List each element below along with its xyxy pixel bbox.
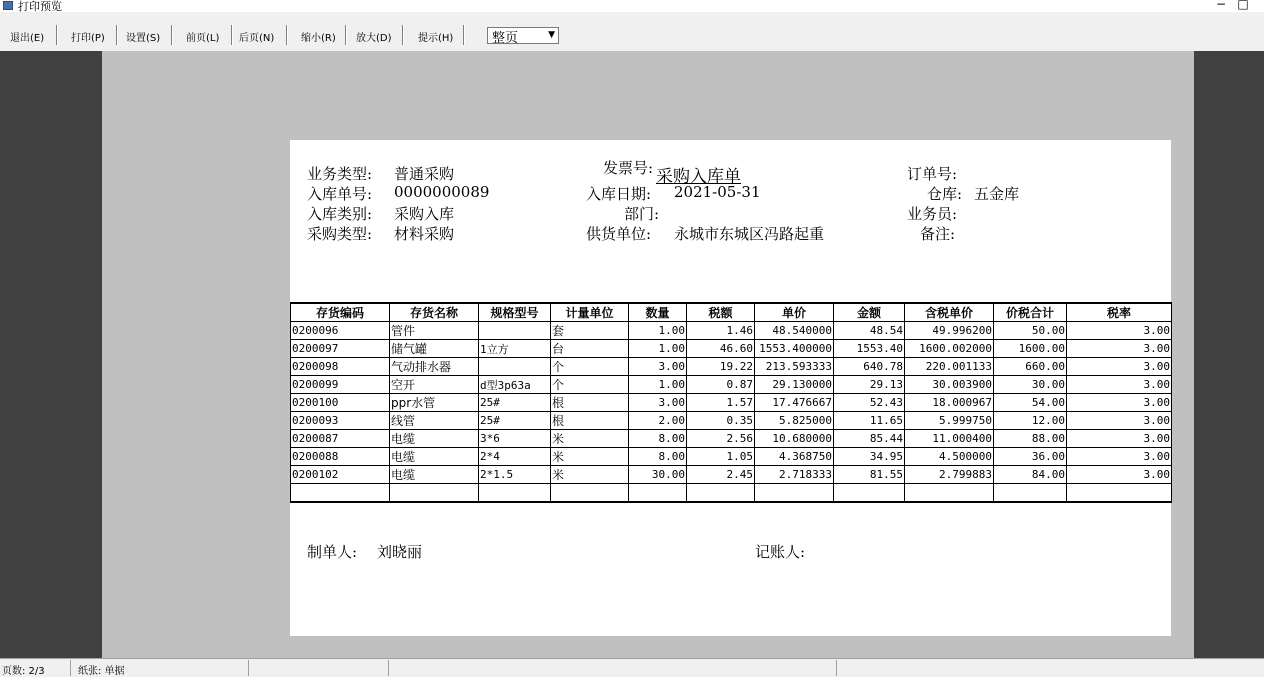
table-cell: 米 <box>551 466 629 484</box>
table-cell: 储气罐 <box>390 340 479 358</box>
toolbar-separator <box>345 25 347 45</box>
table-cell: 48.54 <box>834 322 905 340</box>
table-cell: 2*1.5 <box>479 466 551 484</box>
table-cell: 48.540000 <box>755 322 834 340</box>
document-title: 采购入库单 <box>656 167 741 187</box>
table-cell <box>1067 484 1172 503</box>
table-row <box>291 340 1172 358</box>
table-cell: 2.56 <box>687 430 755 448</box>
table-cell: 36.00 <box>994 448 1067 466</box>
purchase-type-label: 采购类型: <box>307 225 373 243</box>
table-cell: 0200100 <box>291 394 390 412</box>
table-cell: 30.003900 <box>905 376 994 394</box>
status-separator <box>836 660 837 676</box>
table-row <box>291 412 1172 430</box>
table-cell: 1553.40 <box>834 340 905 358</box>
table-cell: 0200102 <box>291 466 390 484</box>
window-title: 打印预览 <box>18 0 62 13</box>
table-cell: 1.00 <box>629 322 687 340</box>
biz-type-value: 普通采购 <box>394 165 455 183</box>
table-row <box>291 448 1172 466</box>
order-label: 订单号: <box>907 165 958 183</box>
table-cell: 电缆 <box>390 448 479 466</box>
table-row-empty <box>291 484 1172 503</box>
toolbar-separator <box>286 25 288 45</box>
table-cell <box>390 484 479 503</box>
table-cell: 2.718333 <box>755 466 834 484</box>
table-cell: 34.95 <box>834 448 905 466</box>
maximize-button[interactable]: □ <box>1237 0 1249 11</box>
table-cell: 3.00 <box>1067 322 1172 340</box>
page-count: 页数: 2/3 <box>2 666 45 677</box>
table-cell: 2*4 <box>479 448 551 466</box>
table-cell: 根 <box>551 412 629 430</box>
table-cell: 11.000400 <box>905 430 994 448</box>
table-cell: 1553.400000 <box>755 340 834 358</box>
preview-margin-right <box>1194 51 1264 658</box>
table-cell: 4.368750 <box>755 448 834 466</box>
table-cell <box>479 322 551 340</box>
table-cell: 8.00 <box>629 430 687 448</box>
table-cell: 0200096 <box>291 322 390 340</box>
toolbar-separator <box>463 25 465 45</box>
toolbar-separator <box>116 25 118 45</box>
table-cell: 46.60 <box>687 340 755 358</box>
status-separator <box>70 660 71 676</box>
clerk-label: 业务员: <box>907 205 958 223</box>
table-cell: 0200098 <box>291 358 390 376</box>
next-page-button[interactable]: 后页(N) <box>239 33 275 44</box>
warehouse-label: 仓库: <box>927 185 963 203</box>
table-cell: 1.05 <box>687 448 755 466</box>
minimize-button[interactable]: − <box>1215 0 1227 11</box>
table-row <box>291 394 1172 412</box>
table-cell: 3.00 <box>1067 466 1172 484</box>
table-cell: 3.00 <box>1067 358 1172 376</box>
biz-type-label: 业务类型: <box>307 165 373 183</box>
column-header: 含税单价 <box>905 303 994 322</box>
receipt-no-label: 入库单号: <box>307 185 373 203</box>
table-cell: 3.00 <box>1067 412 1172 430</box>
toolbar-separator <box>231 25 233 45</box>
table-cell: 0.87 <box>687 376 755 394</box>
table-cell: 套 <box>551 322 629 340</box>
warehouse-value: 五金库 <box>974 185 1020 203</box>
table-row <box>291 430 1172 448</box>
table-cell <box>687 484 755 503</box>
table-cell <box>905 484 994 503</box>
column-header: 税额 <box>687 303 755 322</box>
table-cell: 88.00 <box>994 430 1067 448</box>
zoom-select-value: 整页 <box>492 31 519 46</box>
column-header: 存货编码 <box>291 303 390 322</box>
table-cell: 11.65 <box>834 412 905 430</box>
table-cell: 气动排水器 <box>390 358 479 376</box>
table-cell: d型3p63a <box>479 376 551 394</box>
table-cell: 1.46 <box>687 322 755 340</box>
table-cell: 660.00 <box>994 358 1067 376</box>
table-cell: 29.130000 <box>755 376 834 394</box>
table-cell: 电缆 <box>390 430 479 448</box>
table-cell: 个 <box>551 358 629 376</box>
receipt-date-value: 2021-05-31 <box>674 183 761 201</box>
table-cell: 空开 <box>390 376 479 394</box>
table-cell <box>291 484 390 503</box>
table-cell: 18.000967 <box>905 394 994 412</box>
table-cell: 0200087 <box>291 430 390 448</box>
table-row <box>291 358 1172 376</box>
title-bar <box>0 0 1264 12</box>
table-cell: 1.00 <box>629 340 687 358</box>
status-separator <box>248 660 249 676</box>
print-button[interactable]: 打印(P) <box>71 33 105 44</box>
paper-type: 纸张: 单据 <box>78 666 125 677</box>
table-cell: 个 <box>551 376 629 394</box>
settings-button[interactable]: 设置(S) <box>126 33 161 44</box>
table-cell: 3.00 <box>1067 340 1172 358</box>
receipt-no-value: 0000000089 <box>394 183 490 201</box>
table-cell: 3*6 <box>479 430 551 448</box>
app-icon <box>3 1 13 10</box>
column-header: 税率 <box>1067 303 1172 322</box>
zoom-select[interactable] <box>487 27 559 44</box>
table-cell: 10.680000 <box>755 430 834 448</box>
table-cell: 电缆 <box>390 466 479 484</box>
zoom-out-button[interactable]: 缩小(R) <box>301 33 336 44</box>
table-cell: 81.55 <box>834 466 905 484</box>
supplier-label: 供货单位: <box>586 225 652 243</box>
table-cell: 640.78 <box>834 358 905 376</box>
table-cell: 49.996200 <box>905 322 994 340</box>
table-cell <box>755 484 834 503</box>
table-cell: 0200099 <box>291 376 390 394</box>
exit-button[interactable]: 退出(E) <box>10 33 45 44</box>
table-cell: 85.44 <box>834 430 905 448</box>
table-cell: 84.00 <box>994 466 1067 484</box>
supplier-value: 永城市东城区冯路起重 <box>674 225 825 243</box>
table-cell: 线管 <box>390 412 479 430</box>
receipt-type-value: 采购入库 <box>394 205 455 223</box>
table-cell: 12.00 <box>994 412 1067 430</box>
zoom-in-button[interactable]: 放大(D) <box>356 33 392 44</box>
preview-margin-left <box>0 51 102 658</box>
tips-button[interactable]: 提示(H) <box>418 33 454 44</box>
table-cell <box>629 484 687 503</box>
table-cell: 17.476667 <box>755 394 834 412</box>
table-cell <box>994 484 1067 503</box>
table-cell: 30.00 <box>629 466 687 484</box>
status-separator <box>388 660 389 676</box>
table-cell: ppr水管 <box>390 394 479 412</box>
table-cell <box>479 358 551 376</box>
table-cell <box>479 484 551 503</box>
table-cell: 30.00 <box>994 376 1067 394</box>
table-cell: 2.45 <box>687 466 755 484</box>
bookkeeper-label: 记账人: <box>755 543 806 561</box>
toolbar-separator <box>171 25 173 45</box>
table-row <box>291 322 1172 340</box>
column-header: 规格型号 <box>479 303 551 322</box>
table-cell: 3.00 <box>629 394 687 412</box>
table-cell: 5.999750 <box>905 412 994 430</box>
table-cell: 50.00 <box>994 322 1067 340</box>
toolbar <box>0 23 1264 49</box>
table-cell: 管件 <box>390 322 479 340</box>
table-cell: 3.00 <box>629 358 687 376</box>
maker-label: 制单人: <box>307 543 358 561</box>
table-cell: 19.22 <box>687 358 755 376</box>
table-cell: 1.57 <box>687 394 755 412</box>
table-cell: 2.00 <box>629 412 687 430</box>
table-cell: 0.35 <box>687 412 755 430</box>
prev-page-button[interactable]: 前页(L) <box>186 33 220 44</box>
receipt-date-label: 入库日期: <box>586 185 652 203</box>
purchase-type-value: 材料采购 <box>394 225 455 243</box>
table-cell <box>551 484 629 503</box>
invoice-label: 发票号: <box>603 159 654 177</box>
remark-label: 备注: <box>920 225 956 243</box>
table-cell: 8.00 <box>629 448 687 466</box>
table-cell: 根 <box>551 394 629 412</box>
table-cell: 54.00 <box>994 394 1067 412</box>
toolbar-separator <box>402 25 404 45</box>
table-cell: 1600.00 <box>994 340 1067 358</box>
table-cell: 0200088 <box>291 448 390 466</box>
table-cell: 1立方 <box>479 340 551 358</box>
table-cell: 29.13 <box>834 376 905 394</box>
print-page <box>290 140 1171 636</box>
table-cell <box>834 484 905 503</box>
column-header: 单价 <box>755 303 834 322</box>
items-table <box>290 302 1172 503</box>
table-cell: 米 <box>551 430 629 448</box>
table-cell: 米 <box>551 448 629 466</box>
table-cell: 52.43 <box>834 394 905 412</box>
table-cell: 213.593333 <box>755 358 834 376</box>
table-row <box>291 466 1172 484</box>
table-cell: 5.825000 <box>755 412 834 430</box>
dept-label: 部门: <box>624 205 660 223</box>
toolbar-separator <box>56 25 58 45</box>
table-cell: 25# <box>479 412 551 430</box>
table-cell: 3.00 <box>1067 394 1172 412</box>
status-bar <box>0 658 1264 676</box>
column-header: 存货名称 <box>390 303 479 322</box>
table-cell: 0200093 <box>291 412 390 430</box>
table-cell: 3.00 <box>1067 430 1172 448</box>
table-cell: 220.001133 <box>905 358 994 376</box>
table-cell: 1600.002000 <box>905 340 994 358</box>
chevron-down-icon[interactable]: ▼ <box>548 30 555 40</box>
column-header: 数量 <box>629 303 687 322</box>
table-cell: 3.00 <box>1067 448 1172 466</box>
table-cell: 3.00 <box>1067 376 1172 394</box>
table-cell: 0200097 <box>291 340 390 358</box>
table-cell: 台 <box>551 340 629 358</box>
table-cell: 4.500000 <box>905 448 994 466</box>
column-header: 计量单位 <box>551 303 629 322</box>
table-row <box>291 376 1172 394</box>
table-header-row <box>291 303 1172 322</box>
table-cell: 2.799883 <box>905 466 994 484</box>
column-header: 价税合计 <box>994 303 1067 322</box>
table-cell: 25# <box>479 394 551 412</box>
column-header: 金额 <box>834 303 905 322</box>
table-cell: 1.00 <box>629 376 687 394</box>
receipt-type-label: 入库类别: <box>307 205 373 223</box>
maker-value: 刘晓丽 <box>377 543 423 561</box>
